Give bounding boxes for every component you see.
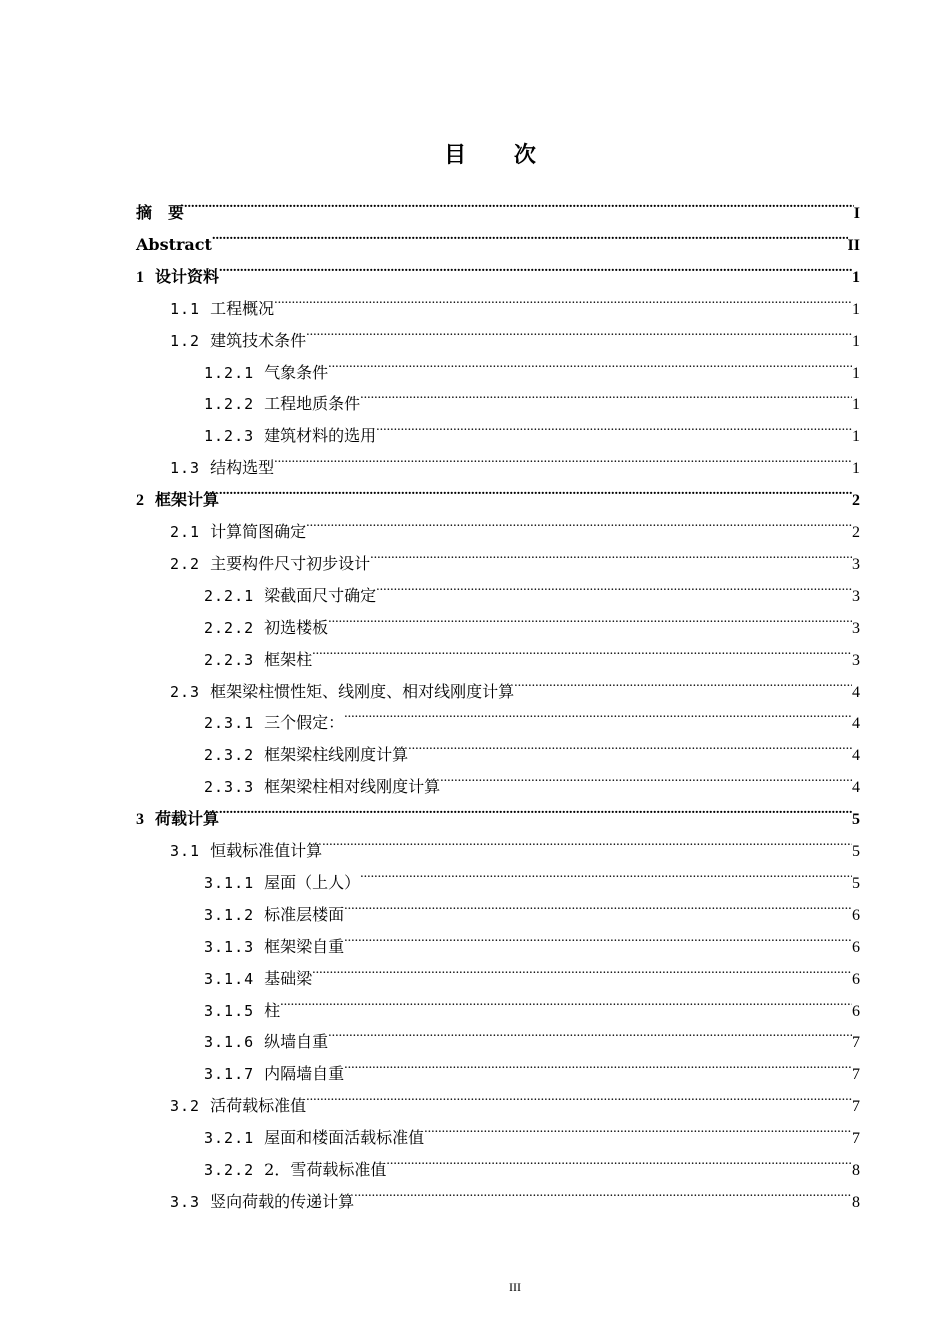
toc-entry-title: 荷载计算 [155,809,220,829]
toc-entry-page: 1 [852,332,860,350]
toc-dot-leader [370,537,852,569]
toc-entry[interactable] [204,601,860,637]
toc-entry-title: 初选楼板 [264,617,329,637]
toc-entry-title: 活荷载标准值 [210,1096,307,1116]
toc-entry-number: 1.2.2 [204,395,255,414]
toc-entry[interactable] [170,1175,860,1211]
toc-entry-number: 2.3 [170,682,201,701]
toc-entry-title: 工程概况 [210,298,275,318]
toc-entry-title: 三个假定： [264,713,345,733]
toc-entry-number: 1.3 [170,459,201,478]
toc-entry-page: 1 [852,300,860,318]
toc-entry-number: 2.3.1 [204,714,255,733]
toc-entry[interactable] [170,505,860,541]
toc-entry-page: 7 [852,1034,860,1052]
toc-dot-leader [306,314,852,346]
toc-entry-number: 3.1.1 [204,873,255,892]
page-footer-number: III [509,1280,521,1294]
toc-entry-title: 屋面（上人） [264,872,361,892]
toc-entry-page: 7 [852,1066,860,1084]
toc-entry[interactable] [204,856,860,892]
toc-dot-leader [344,1047,852,1079]
toc-entry-number: 3.1.6 [204,1033,255,1052]
toc-entry[interactable] [204,346,860,382]
toc-dot-leader [312,952,852,984]
toc-entry[interactable] [204,1015,860,1052]
toc-dot-leader [328,1015,852,1047]
toc-entry-page: 4 [852,715,860,733]
toc-dot-leader [322,824,852,856]
toc-entry-number: 3.1 [170,842,201,860]
toc-entry-title: 标准层楼面 [264,904,345,924]
toc-entry-page: 3 [852,587,860,605]
toc-entry-title: 内隔墙自重 [264,1064,345,1084]
toc-entry[interactable] [170,282,860,318]
toc-entry-number: 1.2.1 [204,363,255,382]
toc-entry[interactable] [204,377,860,414]
toc-entry-page: 1 [852,268,860,286]
toc-dot-leader [386,1143,852,1175]
toc-entry-number: 3.1.2 [204,905,255,924]
toc-entry[interactable] [204,920,860,956]
toc-entry-page: 5 [852,874,860,892]
toc-entry-page: II [847,236,860,254]
toc-dot-leader [306,1079,852,1111]
toc-dot-leader [328,346,852,378]
toc-dot-leader [212,218,848,250]
toc-entry-number: 3.1.7 [204,1065,255,1084]
toc-entry[interactable] [170,441,860,478]
toc-entry-title: 纵墙自重 [264,1032,329,1052]
toc-entry-number: 2.3.3 [204,778,255,797]
toc-entry-number: 1 [136,268,145,286]
toc-entry[interactable] [204,633,860,669]
toc-entry-title: 工程地质条件 [264,394,361,414]
toc-dot-leader [344,696,852,728]
toc-entry-page: I [853,205,860,222]
toc-entry-page: 5 [852,843,860,860]
toc-dot-leader [344,888,852,920]
toc-entry-number: 2.2.1 [204,586,255,605]
toc-title: 目 次 [444,142,556,168]
toc-entry-title: 2．雪荷载标准值 [264,1160,387,1179]
toc-dot-leader [219,250,852,282]
toc-dot-leader [360,856,852,888]
toc-entry-number: 2.2 [170,554,201,573]
toc-entry-title: 框架梁自重 [264,936,345,956]
toc-entry[interactable] [136,792,860,829]
toc-dot-leader [424,1111,852,1143]
toc-entry-title: Abstract [136,234,212,254]
toc-entry-title: 气象条件 [264,362,329,382]
toc-dot-leader [280,984,852,1016]
toc-entry-page: 8 [852,1193,860,1211]
toc-entry-title: 恒载标准值计算 [210,841,323,860]
toc-entry-page: 6 [852,938,860,956]
toc-entry-page: 8 [852,1162,860,1179]
toc-entry[interactable] [204,760,860,797]
toc-dot-leader [376,409,852,441]
toc-entry-page: 6 [852,906,860,924]
toc-entry-number: 1.1 [170,299,201,318]
toc-entry-title: 框架梁柱线刚度计算 [264,745,409,765]
toc-entry-page: 4 [852,683,860,701]
toc-entry-title: 主要构件尺寸初步设计 [210,553,371,573]
toc-entry[interactable] [170,824,860,860]
toc-entry-page: 5 [852,811,860,829]
toc-entry-title: 结构选型 [210,458,275,478]
toc-entry[interactable] [170,665,860,701]
toc-entry-title: 框架计算 [155,490,220,510]
toc-entry-title: 基础梁 [264,968,313,988]
toc-entry[interactable] [136,186,860,222]
toc-entry-page: 2 [852,524,860,541]
toc-entry-number: 1.2 [170,331,201,350]
toc-entry-page: 7 [852,1130,860,1148]
toc-entry-page: 3 [852,651,860,669]
toc-entry-number: 2.2.3 [204,650,255,669]
toc-entry-page: 6 [852,970,860,988]
toc-entry-page: 1 [852,364,860,382]
toc-entry-number: 2.2.2 [204,618,255,637]
toc-entry[interactable] [204,569,860,605]
toc-dot-leader [306,505,852,537]
toc-entry[interactable] [204,1111,860,1148]
toc-dot-leader [360,377,852,409]
toc-dot-leader [408,728,852,760]
toc-entry-page: 2 [852,492,860,510]
toc-entry-page: 1 [852,396,860,414]
toc-entry-title: 摘 要 [136,203,185,222]
toc-entry-number: 3.2.2 [204,1161,255,1179]
toc-entry[interactable] [204,888,860,924]
toc-entry-title: 框架梁柱相对线刚度计算 [264,777,441,797]
toc-entry[interactable] [204,728,860,765]
toc-entry-number: 2 [136,492,145,510]
toc-entry-title: 柱 [264,1000,281,1020]
toc-entry-page: 3 [852,555,860,573]
toc-entry-number: 2.3.2 [204,746,255,765]
toc-dot-leader [354,1175,852,1207]
toc-entry[interactable] [204,409,860,446]
toc-entry[interactable] [136,473,860,510]
toc-entry[interactable] [204,1143,860,1179]
toc-entry-page: 7 [852,1098,860,1116]
toc-dot-leader [514,665,852,697]
toc-entry-title: 框架梁柱惯性矩、线刚度、相对线刚度计算 [210,681,515,701]
toc-entry[interactable] [136,250,860,286]
toc-entry[interactable] [204,1047,860,1084]
toc-entry[interactable] [136,218,860,254]
toc-entry-title: 建筑技术条件 [210,330,307,350]
toc-entry-title: 框架柱 [264,649,313,669]
toc-dot-leader [328,601,852,633]
toc-dot-leader [274,282,852,314]
toc-entry-page: 4 [852,747,860,765]
toc-entry-title: 竖向荷载的传递计算 [210,1191,355,1211]
toc-entry-number: 3.1.4 [204,969,255,988]
toc-entry[interactable] [170,314,860,350]
toc-entry-page: 1 [852,428,860,446]
toc-entry[interactable] [170,537,860,573]
toc-entry-number: 3.2 [170,1097,201,1116]
toc-entry-title: 建筑材料的选用 [264,426,377,446]
toc-entry-title: 梁截面尺寸确定 [264,585,377,605]
toc-entry-page: 1 [852,460,860,478]
toc-entry[interactable] [204,696,860,733]
toc-entry-number: 3.2.1 [204,1129,255,1148]
toc-dot-leader [344,920,852,952]
toc-entry-page: 3 [852,619,860,637]
toc-dot-leader [440,760,852,792]
toc-dot-leader [312,633,852,665]
toc-dot-leader [274,441,852,473]
toc-entry-number: 1.2.3 [204,427,255,446]
toc-dot-leader [219,473,852,505]
toc-dot-leader [376,569,852,601]
toc-dot-leader [184,186,854,218]
toc-entry[interactable] [204,984,860,1020]
toc-entry-number: 3.1.3 [204,937,255,956]
toc-entry-number: 3 [136,811,145,829]
toc-entry-number: 2.1 [170,523,201,541]
toc-entry-title: 设计资料 [155,266,220,286]
toc-entry-number: 3.1.5 [204,1001,255,1020]
toc-entry[interactable] [170,1079,860,1116]
toc-entry-page: 6 [852,1002,860,1020]
toc-entry[interactable] [204,952,860,988]
toc-entry-title: 屋面和楼面活载标准值 [264,1128,425,1148]
toc-entry-page: 4 [852,779,860,797]
toc-entry-number: 3.3 [170,1192,201,1211]
toc-entry-title: 计算简图确定 [210,522,307,541]
toc-dot-leader [219,792,852,824]
